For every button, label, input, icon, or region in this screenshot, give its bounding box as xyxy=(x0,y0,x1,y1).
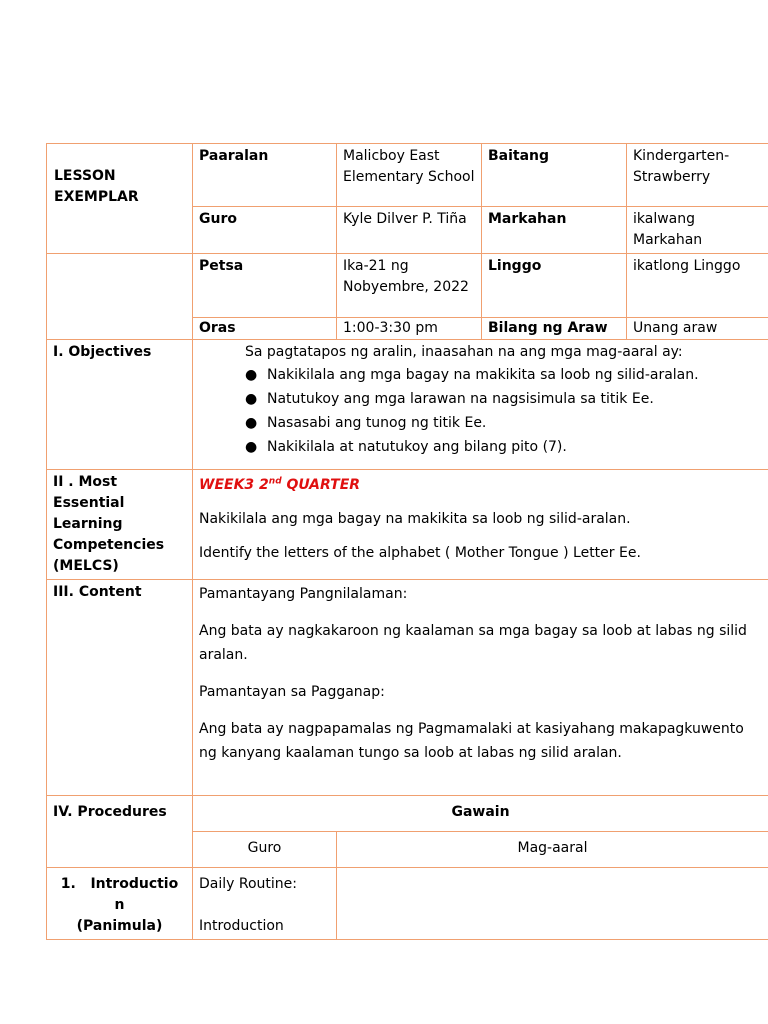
procedures-label: IV. Procedures xyxy=(47,796,193,868)
objectives-row xyxy=(47,340,768,470)
list-item: ● Nakikilala at natutukoy ang bilang pito (7). xyxy=(267,437,762,458)
melcs-row xyxy=(47,470,768,580)
bilang-label: Bilang ng Araw xyxy=(482,318,627,340)
bullet-icon: ● xyxy=(245,439,258,455)
paaralan-value: Malicboy East Elementary School xyxy=(337,144,482,207)
content-para-2: Ang bata ay nagkakaroon ng kaalaman sa mga bagay sa loob at labas ng silid aralan. xyxy=(199,623,747,663)
header-row-paaralan xyxy=(47,144,768,207)
objectives-intro: Sa pagtatapos ng aralin, inaasahan na ang mga mag-aaral ay: xyxy=(245,344,683,360)
lesson-exemplar-table xyxy=(46,143,768,940)
procedure-item-label: 1. Introductio n (Panimula) xyxy=(47,868,193,940)
content-label: III. Content xyxy=(47,580,193,796)
linggo-label: Linggo xyxy=(482,254,627,318)
content-row xyxy=(47,580,768,796)
list-item: ● Nakikilala ang mga bagay na makikita sa loob ng silid-aralan. xyxy=(267,365,762,386)
melcs-line-2: Identify the letters of the alphabet ( Mother Tongue ) Letter Ee. xyxy=(199,545,641,561)
baitang-value: Kindergarten-Strawberry xyxy=(627,144,768,207)
markahan-value: ikalwang Markahan xyxy=(627,207,768,254)
content-body xyxy=(193,580,768,796)
lesson-exemplar-title: LESSON EXEMPLAR xyxy=(47,144,193,254)
objectives-list xyxy=(199,365,762,458)
empty-header-cell xyxy=(47,254,193,340)
objectives-content xyxy=(193,340,768,470)
oras-label: Oras xyxy=(193,318,337,340)
content-para-4: Ang bata ay nagpapamalas ng Pagmamalaki at kasiyahang makapagkuwento ng kanyang kaalaman tungo sa loob at labas ng silid aralan. xyxy=(199,721,744,761)
header-row-petsa xyxy=(47,254,768,318)
daily-routine-text: Daily Routine: xyxy=(199,876,297,892)
gawain-header: Gawain xyxy=(193,796,768,832)
introduction-text: Introduction xyxy=(199,918,284,934)
week-quarter-heading: WEEK3 2nd QUARTER xyxy=(199,476,361,493)
content-para-3: Pamantayan sa Pagganap: xyxy=(199,684,385,700)
melcs-line-1: Nakikilala ang mga bagay na makikita sa loob ng silid-aralan. xyxy=(199,511,631,527)
procedure-row-introduction xyxy=(47,868,768,940)
bullet-icon: ● xyxy=(245,367,258,383)
mag-aaral-activity-cell xyxy=(337,868,768,940)
guro-column-header: Guro xyxy=(193,832,337,868)
objectives-label: I. Objectives xyxy=(47,340,193,470)
markahan-label: Markahan xyxy=(482,207,627,254)
baitang-label: Baitang xyxy=(482,144,627,207)
guro-label: Guro xyxy=(193,207,337,254)
petsa-value: Ika-21 ng Nobyembre, 2022 xyxy=(337,254,482,318)
procedures-header-row xyxy=(47,796,768,832)
linggo-value: ikatlong Linggo xyxy=(627,254,768,318)
content-para-1: Pamantayang Pangnilalaman: xyxy=(199,586,408,602)
list-item: ● Nasasabi ang tunog ng titik Ee. xyxy=(267,413,762,434)
paaralan-label: Paaralan xyxy=(193,144,337,207)
bullet-icon: ● xyxy=(245,391,258,407)
melcs-label: II . Most Essential Learning Competencies (MELCS) xyxy=(47,470,193,580)
bilang-value: Unang araw xyxy=(627,318,768,340)
melcs-content xyxy=(193,470,768,580)
bullet-icon: ● xyxy=(245,415,258,431)
oras-value: 1:00-3:30 pm xyxy=(337,318,482,340)
list-item: ● Natutukoy ang mga larawan na nagsisimula sa titik Ee. xyxy=(267,389,762,410)
guro-value: Kyle Dilver P. Tiña xyxy=(337,207,482,254)
guro-activity-cell xyxy=(193,868,337,940)
mag-aaral-column-header: Mag-aaral xyxy=(337,832,768,868)
petsa-label: Petsa xyxy=(193,254,337,318)
